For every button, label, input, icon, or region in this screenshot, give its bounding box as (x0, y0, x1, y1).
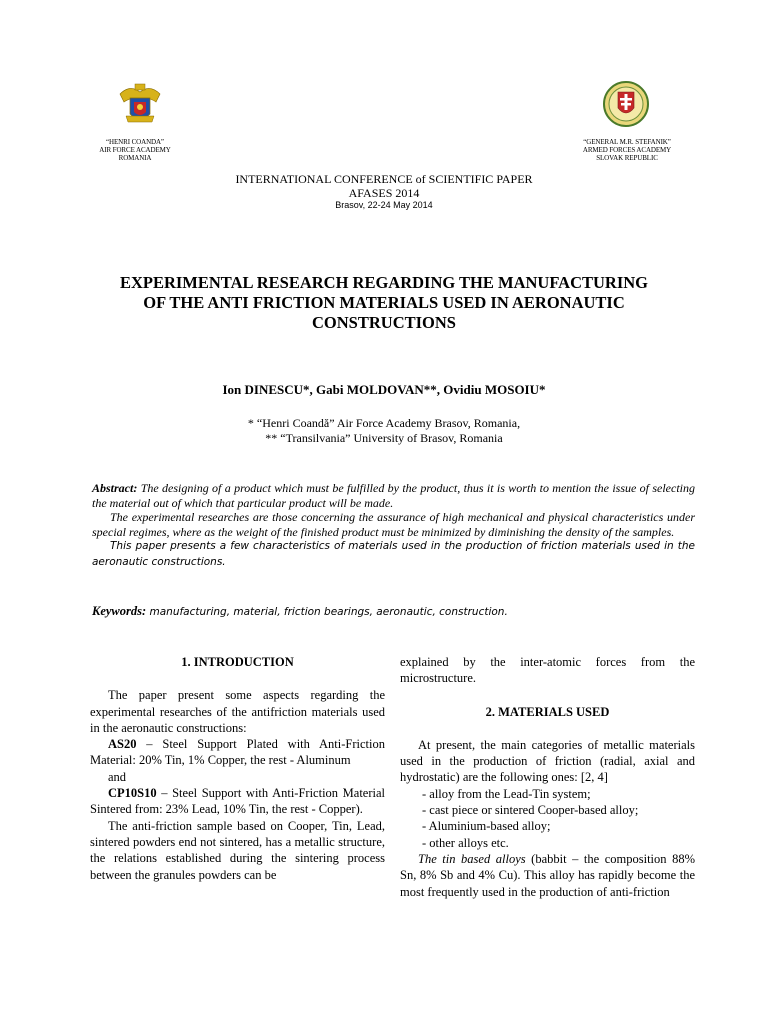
and-text: and (108, 769, 127, 784)
left-institution-name: “HENRI COANDA” (106, 138, 164, 146)
air-force-academy-crest-icon (116, 80, 164, 128)
abstract-p3: This paper presents a few characteristics of materials used in the production of friction materials used in the aeronautic constructions. (92, 540, 695, 568)
abstract-p2: The experimental researches are those concerning the assurance of high mechanical and physical characteristics under special regimes, where as the weight of the finished product must be minimized by diminishing the density of the samples. (92, 510, 695, 539)
materials-paragraph: At present, the main categories of metallic materials used in the production of friction (radial, axial and hydrostatic) are the following ones: [2, 4] (400, 737, 695, 785)
abstract (92, 481, 695, 570)
left-column (90, 654, 385, 883)
title-line: OF THE ANTI FRICTION MATERIALS USED IN AERONAUTIC (143, 293, 625, 312)
right-institution-country: SLOVAK REPUBLIC (596, 154, 658, 162)
title-line: CONSTRUCTIONS (312, 313, 456, 332)
right-institution-type: ARMED FORCES ACADEMY (582, 146, 672, 154)
structure-paragraph: The anti-friction sample based on Cooper, Tin, Lead, sintered powders end not sintered, has a metallic structure, the relations established during the sintering process between the granules powders can be (90, 818, 385, 882)
cp10s10-label: CP10S10 (108, 786, 157, 801)
paper-title (80, 273, 688, 333)
left-institution-country: ROMANIA (118, 154, 152, 162)
tin-alloys-label: The tin based alloys (418, 851, 526, 866)
list-item: - other alloys etc. (422, 835, 509, 850)
as20-item (90, 736, 385, 769)
cp10s10-item (90, 785, 385, 818)
left-institution (70, 138, 200, 162)
left-institution-type: AIR FORCE ACADEMY (99, 146, 171, 154)
conference-date: Brasov, 22-24 May 2014 (335, 200, 433, 210)
intro-paragraph: The paper present some aspects regarding the experimental researches of the antifriction materials used in the aeronautic constructions: (90, 688, 385, 735)
authors: Ion DINESCU*, Gabi MOLDOVAN**, Ovidiu MOSOIU* (222, 382, 546, 397)
as20-label: AS20 (108, 737, 137, 752)
right-institution-name: “GENERAL M.R. STEFANIK” (583, 138, 671, 146)
tin-alloys-paragraph (400, 851, 695, 900)
conference-name: AFASES 2014 (348, 186, 420, 200)
abstract-p1: The designing of a product which must be fulfilled by the product, thus it is worth to mention the issue of selecting the material out of which that particular product will be made. (92, 481, 695, 510)
affiliation: ** “Transilvania” University of Brasov, Romania (265, 431, 503, 445)
affiliations (0, 416, 768, 446)
right-column (400, 654, 695, 900)
list-item: - alloy from the Lead-Tin system; (422, 786, 591, 801)
section-heading-materials: 2. MATERIALS USED (485, 704, 610, 719)
as20-text: – Steel Support Plated with Anti-Friction Material: 20% Tin, 1% Copper, the rest - Aluminum (90, 737, 385, 768)
abstract-label: Abstract: (92, 481, 138, 495)
section-heading-introduction: 1. INTRODUCTION (181, 655, 294, 669)
list-item: - Aluminium-based alloy; (422, 819, 551, 834)
keywords (92, 604, 695, 621)
conference-title: INTERNATIONAL CONFERENCE of SCIENTIFIC PAPER (235, 172, 533, 186)
title-line: EXPERIMENTAL RESEARCH REGARDING THE MANUFACTURING (119, 273, 649, 292)
cp10s10-text: – Steel Support with Anti-Friction Material Sintered from: 23% Lead, 10% Tin, the rest - Copper). (90, 786, 385, 817)
list-item: - cast piece or sintered Cooper-based alloy; (422, 803, 639, 818)
continuation-text: explained by the inter-atomic forces from the microstructure. (400, 655, 695, 686)
tin-alloys-text: (babbit – the composition 88% Sn, 8% Sb and 4% Cu). This alloy has rapidly become the most frequently used in the production of anti-friction (400, 851, 695, 899)
right-institution (562, 138, 692, 162)
keywords-text: manufacturing, material, friction bearings, aeronautic, construction. (146, 606, 508, 618)
armed-forces-academy-emblem-icon (602, 80, 650, 128)
keywords-label: Keywords: (92, 604, 147, 618)
affiliation: * “Henri Coandă” Air Force Academy Brasov, Romania, (247, 416, 521, 430)
